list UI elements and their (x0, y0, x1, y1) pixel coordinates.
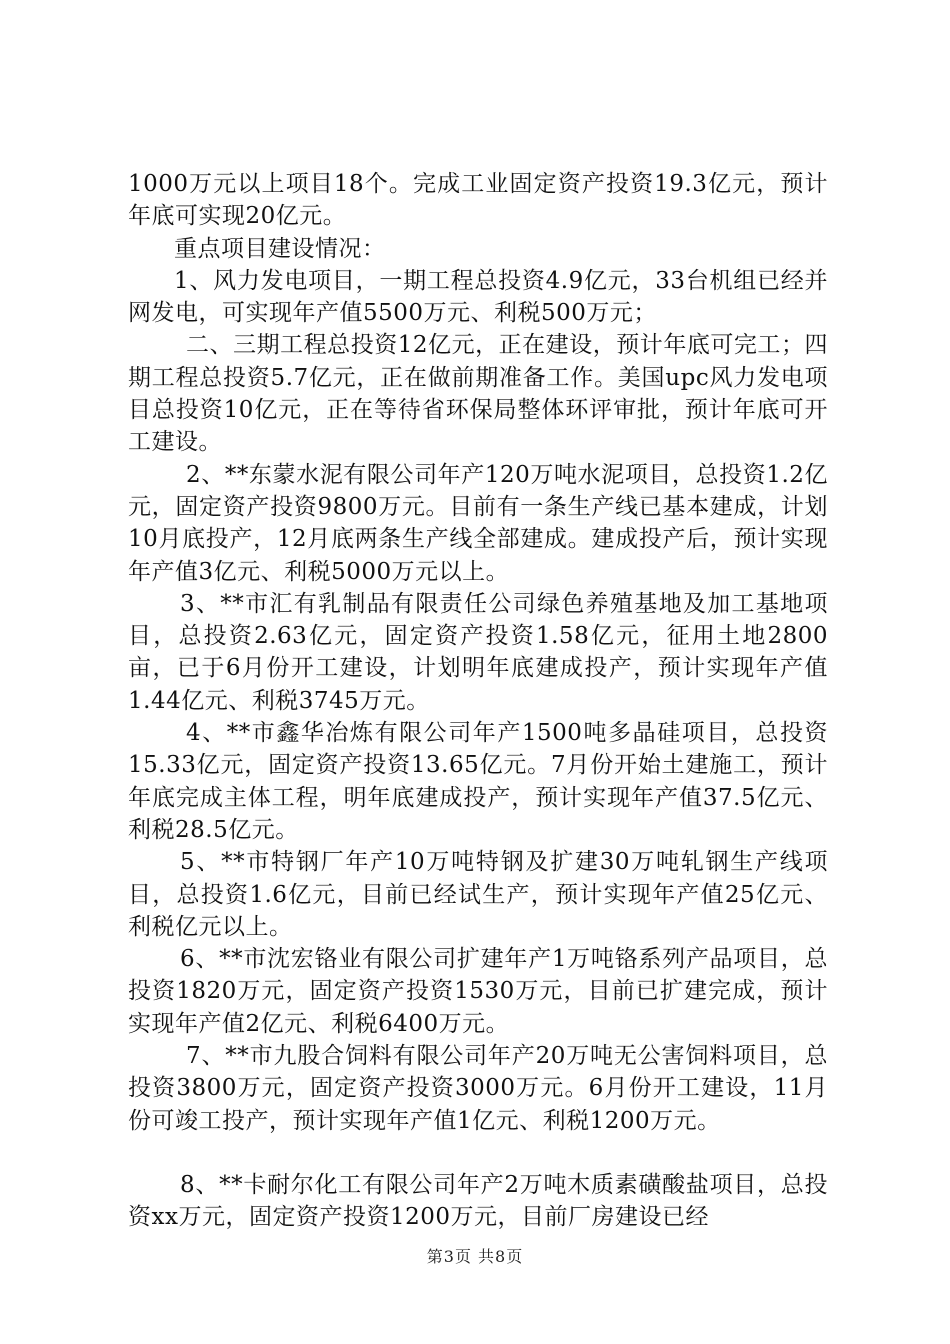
paragraph-project-7-feed: 7、**市九股合饲料有限公司年产20万吨无公害饲料项目，总投资3800万元，固定资产投资3000万元。6月份开工建设，11月份可竣工投产，预计实现年产值1亿元、利税1200万元。 (128, 1043, 828, 1134)
paragraph-project-5-steel: 5、**市特钢厂年产10万吨特钢及扩建30万吨轧钢生产线项目，总投资1.6亿元，目前已经试生产，预计实现年产值25亿元、利税亿元以上。 (128, 849, 828, 940)
paragraph-project-4-polysilicon: 4、**市鑫华冶炼有限公司年产1500吨多晶硅项目，总投资15.33亿元，固定资产投资13.65亿元。7月份开始土建施工，预计年底完成主体工程，明年底建成投产，预计实现年产值37.5亿元、利税28.5亿元。 (128, 720, 828, 843)
paragraph-project-8-chemical: 8、**卡耐尔化工有限公司年产2万吨木质素磺酸盐项目，总投资xx万元，固定资产投资1200万元，目前厂房建设已经 (128, 1171, 828, 1231)
page-number-footer: 第3页 共8页 (426, 1247, 524, 1266)
document-body (128, 168, 828, 1234)
paragraph-investment-summary: 1000万元以上项目18个。完成工业固定资产投资19.3亿元，预计年底可实现20亿元。 (128, 171, 828, 230)
paragraph-project-2-cement: 2、**东蒙水泥有限公司年产120万吨水泥项目，总投资1.2亿元，固定资产投资9800万元。目前有一条生产线已基本建成，计划10月底投产，12月底两条生产线全部建成。建成投产后，预计实现年产值3亿元、利税5000万元以上。 (128, 461, 828, 585)
paragraph-project-3-dairy: 3、**市汇有乳制品有限责任公司绿色养殖基地及加工基地项目，总投资2.63亿元，固定资产投资1.58亿元，征用土地2800亩，已于6月份开工建设，计划明年底建成投产，预计实现年产值1.44亿元、利税3745万元。 (128, 590, 828, 714)
paragraph-project-1-phase-2-3: 二、三期工程总投资12亿元，正在建设，预计年底可完工；四期工程总投资5.7亿元，正在做前期准备工作。美国upc风力发电项目总投资10亿元，正在等待省环保局整体环评审批，预计年底可开工建设。 (128, 332, 828, 456)
paragraph-project-1-wind-power: 1、风力发电项目，一期工程总投资4.9亿元，33台机组已经并网发电，可实现年产值5500万元、利税500万元； (128, 267, 828, 327)
paragraph-project-6-chromium: 6、**市沈宏铬业有限公司扩建年产1万吨铬系列产品项目，总投资1820万元，固定资产投资1530万元，目前已扩建完成，预计实现年产值2亿元、利税6400万元。 (128, 946, 828, 1037)
paragraph-key-projects-heading: 重点项目建设情况： (174, 235, 386, 262)
